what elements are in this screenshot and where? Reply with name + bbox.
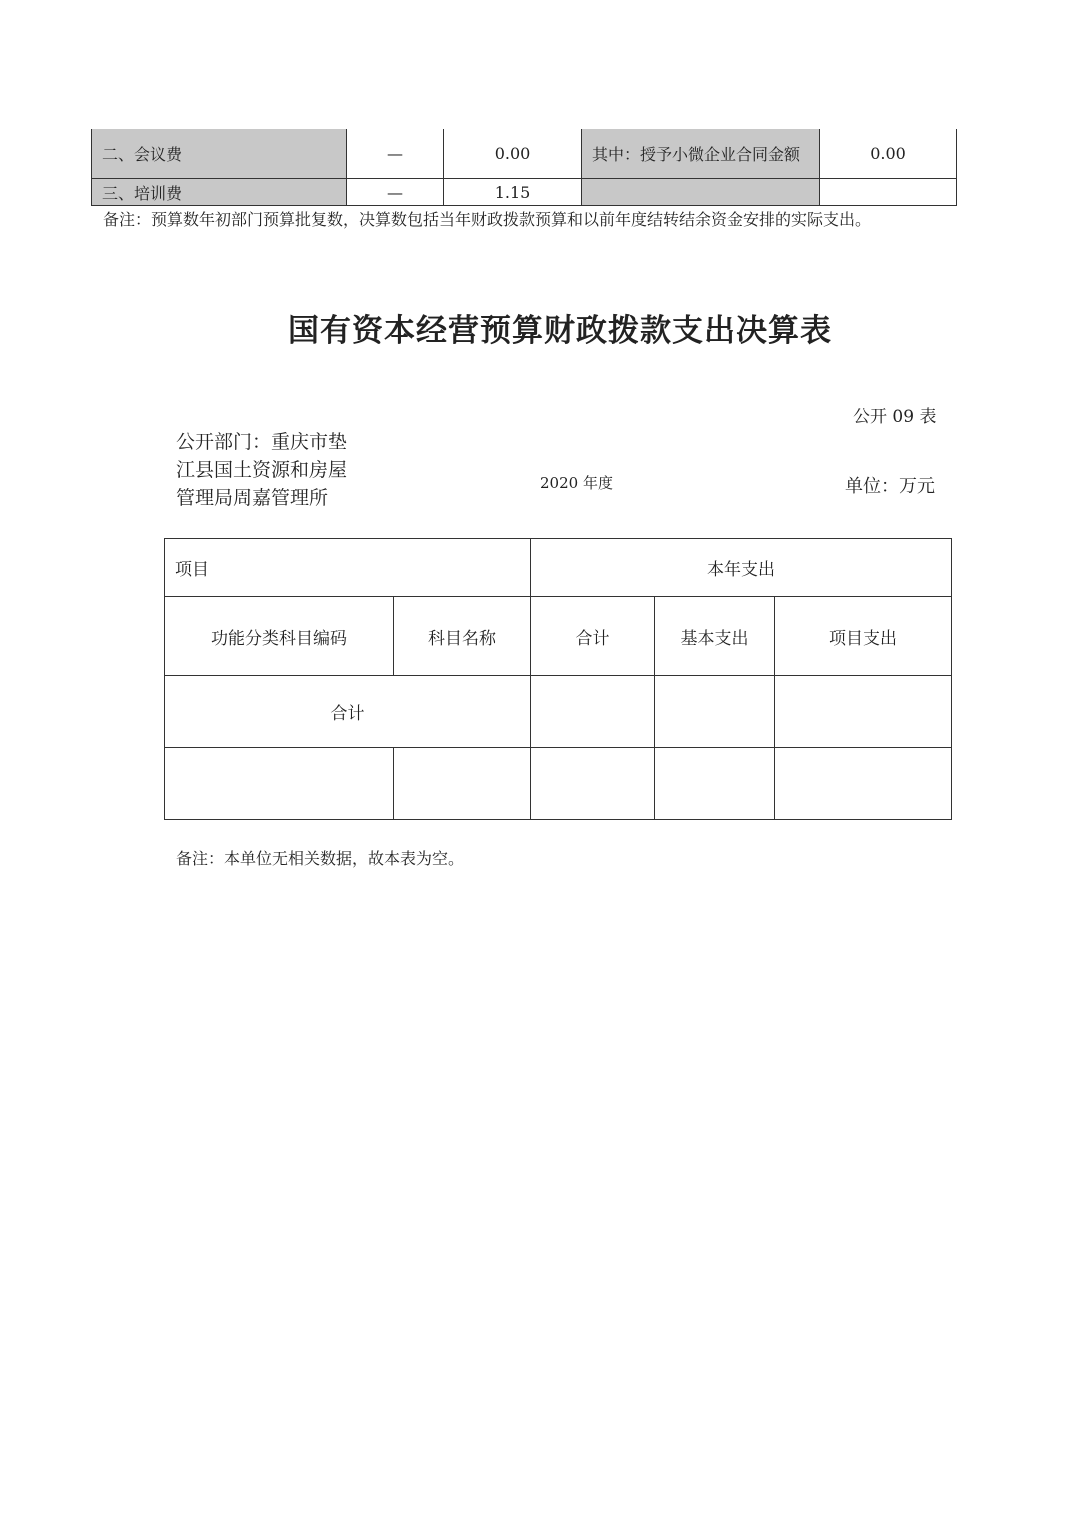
header-project: 项目支出 bbox=[775, 597, 952, 676]
fiscal-year: 2020 年度 bbox=[540, 474, 613, 492]
empty-cell bbox=[775, 748, 952, 820]
actual-cell: 0.00 bbox=[444, 129, 582, 179]
empty-cell bbox=[165, 748, 394, 820]
item-cell: 三、培训费 bbox=[92, 179, 347, 206]
header-row bbox=[165, 539, 952, 597]
unit-label: 单位：万元 bbox=[845, 476, 935, 497]
project-cell bbox=[775, 676, 952, 748]
sub-label-cell: 其中：授予小微企业合同金额 bbox=[582, 129, 820, 179]
header-item: 项目 bbox=[165, 539, 531, 597]
empty-note: 备注：本单位无相关数据，故本表为空。 bbox=[176, 849, 465, 868]
budget-note: 备注：预算数年初部门预算批复数，决算数包括当年财政拨款预算和以前年度结转结余资金安排的实际支出。 bbox=[103, 210, 872, 229]
table-row bbox=[92, 179, 957, 206]
table-number: 公开 09 表 bbox=[853, 407, 937, 427]
item-cell: 二、会议费 bbox=[92, 129, 347, 179]
empty-cell bbox=[394, 748, 531, 820]
header-row bbox=[165, 597, 952, 676]
actual-cell: 1.15 bbox=[444, 179, 582, 206]
expenditure-table bbox=[164, 538, 952, 820]
header-name: 科目名称 bbox=[394, 597, 531, 676]
budget-cell: — bbox=[347, 129, 444, 179]
total-row bbox=[165, 676, 952, 748]
basic-cell bbox=[655, 676, 775, 748]
continuation-table bbox=[91, 129, 957, 206]
empty-cell bbox=[655, 748, 775, 820]
header-basic: 基本支出 bbox=[655, 597, 775, 676]
empty-cell bbox=[531, 748, 655, 820]
sub-value-cell bbox=[820, 179, 957, 206]
department-label: 公开部门：重庆市垫江县国土资源和房屋管理局周嘉管理所 bbox=[176, 431, 348, 509]
header-total: 合计 bbox=[531, 597, 655, 676]
total-label: 合计 bbox=[165, 676, 531, 748]
budget-cell: — bbox=[347, 179, 444, 206]
table-row bbox=[165, 748, 952, 820]
sub-label-cell bbox=[582, 179, 820, 206]
header-code: 功能分类科目编码 bbox=[165, 597, 394, 676]
header-current-year: 本年支出 bbox=[531, 539, 952, 597]
sub-value-cell: 0.00 bbox=[820, 129, 957, 179]
page-title: 国有资本经营预算财政拨款支出决算表 bbox=[288, 313, 832, 349]
total-cell bbox=[531, 676, 655, 748]
table-row bbox=[92, 129, 957, 179]
